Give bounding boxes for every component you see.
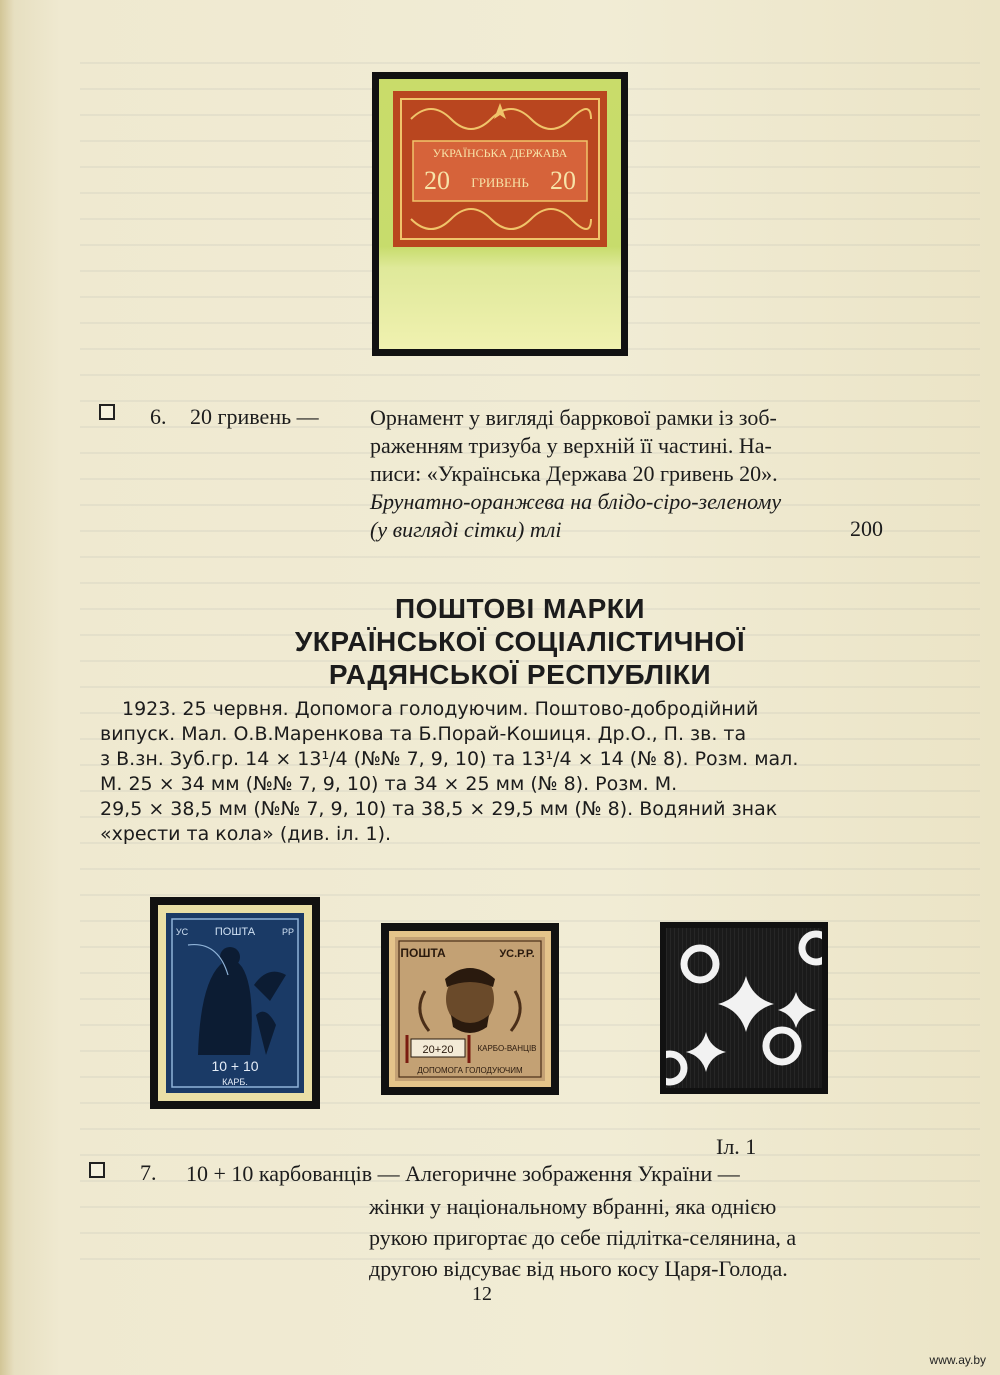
entry-6-description [370, 404, 890, 544]
stamp-sepia-top-right: УС.Р.Р. [499, 948, 535, 960]
entry-6-desc-line: раженням тризуба у верхній її частині. На- [370, 433, 772, 458]
stamp-10-10-image [150, 897, 320, 1109]
entry-7-number: 7. [140, 1160, 157, 1185]
entry-7-line: другою відсуває від нього косу Царя-Голода. [369, 1256, 788, 1281]
site-watermark: www.ay.by [929, 1353, 986, 1367]
stamp-blue-value: 10 + 10 [211, 1058, 259, 1074]
entry-6-value: 20 гривень — [190, 404, 319, 429]
entry-7-first-line [186, 1160, 886, 1188]
stamp-top-value-left: 20 [424, 166, 450, 195]
section-heading [100, 592, 940, 691]
page-spine [0, 0, 14, 1375]
intro-line: М. 25 × 34 мм (№№ 7, 9, 10) та 34 × 25 мм (№ 8). Розм. М. [100, 773, 678, 795]
intro-line: випуск. Мал. О.В.Маренкова та Б.Порай-Кошиця. Др.О., П. зв. та [100, 723, 747, 745]
watermark-crosses-circles-image [660, 922, 828, 1094]
stamp-sepia-top-left: ПОШТА [400, 946, 446, 960]
entry-6-desc-line: писи: «Українська Держава 20 гривень 20». [370, 461, 778, 486]
entry-6-desc-italic-line: Брунатно-оранжева на блідо-сіро-зеленому [370, 489, 782, 514]
stamp-blue-unit: КАРБ. [222, 1077, 248, 1087]
intro-line: 1923. 25 червня. Допомога голодуючим. Поштово-добродійний [122, 698, 759, 720]
stamp-20-hryven-design [391, 89, 609, 249]
heading-line: РАДЯНСЬКОЇ РЕСПУБЛІКИ [328, 659, 712, 690]
entry-6-checkbox[interactable] [99, 404, 115, 420]
entry-6-number: 6. [150, 404, 167, 429]
stamp-top-text-line2: ГРИВЕНЬ [471, 175, 529, 190]
intro-line: з В.зн. Зуб.гр. 14 × 13¹/4 (№№ 7, 9, 10) та 13¹/4 × 14 (№ 8). Розм. мал. [100, 748, 799, 770]
stamp-top-text-line1: УКРАЇНСЬКА ДЕРЖАВА [432, 146, 568, 160]
issue-intro-paragraph [100, 697, 890, 847]
stamp-sepia-value: 20+20 [422, 1044, 454, 1056]
entry-6-price: 200 [850, 516, 883, 541]
entry-7-description [369, 1191, 889, 1284]
entry-6-desc-line: Орнамент у вигляді барркової рамки із зоб- [370, 405, 777, 430]
figure-caption: Іл. 1 [716, 1134, 757, 1159]
heading-line: ПОШТОВІ МАРКИ [395, 593, 645, 624]
entry-7-line: рукою пригортає до себе підлітка-селянина, а [369, 1225, 797, 1250]
stamp-20-20-image [381, 923, 559, 1095]
stamp-sepia-bottom: ДОПОМОГА ГОЛОДУЮЧИМ [417, 1066, 523, 1075]
stamp-sepia-unit: КАРБО-ВАНЦІВ [477, 1044, 537, 1053]
stamp-blue-top-text: ПОШТА [214, 926, 256, 938]
stamp-20-hryven-image [372, 72, 628, 356]
intro-line: 29,5 × 38,5 мм (№№ 7, 9, 10) та 38,5 × 29,5 мм (№ 8). Водяний знак [100, 798, 778, 820]
stamp-blue-side-right: РР [281, 927, 295, 937]
stamp-blue-side-left: УС [175, 927, 189, 937]
entry-7-line: жінки у національному вбранні, яка однією [369, 1194, 777, 1219]
page-number: 12 [472, 1283, 492, 1305]
stamp-top-value-right: 20 [550, 166, 576, 195]
entry-7-line: 10 + 10 карбованців — Алегоричне зображення України — [186, 1161, 740, 1186]
entry-7-checkbox[interactable] [89, 1162, 105, 1178]
heading-line: УКРАЇНСЬКОЇ СОЦІАЛІСТИЧНОЇ [294, 626, 746, 657]
entry-6-desc-italic-line: (у вигляді сітки) тлі [370, 517, 562, 542]
intro-line: «хрести та кола» (див. іл. 1). [100, 823, 392, 845]
